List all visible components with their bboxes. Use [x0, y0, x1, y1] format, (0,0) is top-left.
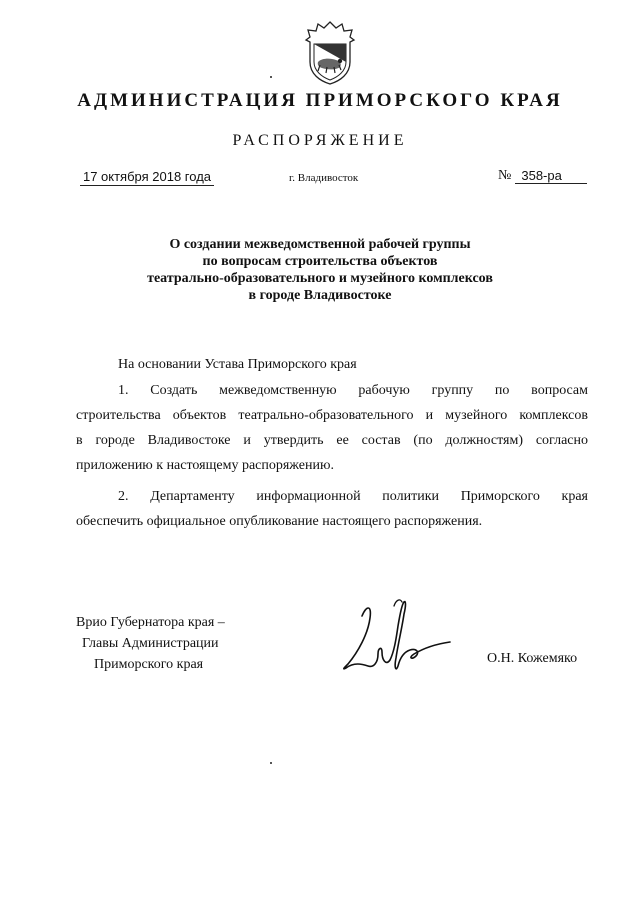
- document-date: 17 октября 2018 года: [80, 169, 214, 186]
- signer-name: О.Н. Кожемяко: [487, 651, 578, 666]
- signatory-position: [76, 612, 225, 675]
- title-line: О создании межведомственной рабочей группы: [169, 237, 471, 252]
- document-title: [120, 236, 520, 304]
- paragraph-line: 2. Департаменту информационной политики Приморского края: [118, 489, 588, 504]
- paragraph-line: в городе Владивостоке и утвердить ее состав (по должностям) согласно: [76, 433, 588, 448]
- paragraph-line: приложению к настоящему распоряжению.: [76, 458, 334, 473]
- position-line: Врио Губернатора края –: [76, 615, 225, 630]
- position-line: Приморского края: [94, 657, 204, 672]
- position-line: Главы Администрации: [82, 636, 219, 651]
- paragraph-1: [76, 378, 588, 478]
- paragraph-line: строительства объектов театрально-образовательного и музейного комплексов: [76, 408, 588, 423]
- document-number: [498, 168, 587, 184]
- handwritten-signature: [336, 596, 456, 676]
- scan-speck: [270, 76, 272, 78]
- paragraph-2: [76, 484, 588, 534]
- agency-title: АДМИНИСТРАЦИЯ ПРИМОРСКОГО КРАЯ: [77, 90, 563, 111]
- intro-paragraph: [118, 352, 578, 377]
- coat-of-arms-icon: [300, 18, 360, 86]
- number-value: 358-ра: [515, 168, 587, 184]
- paragraph-line: На основании Устава Приморского края: [118, 357, 357, 372]
- title-line: по вопросам строительства объектов: [202, 254, 438, 269]
- title-line: в городе Владивостоке: [248, 288, 392, 303]
- number-sign: №: [498, 168, 512, 183]
- title-line: театрально-образовательного и музейного комплексов: [147, 271, 493, 286]
- scan-speck: [270, 762, 272, 764]
- document-city: г. Владивосток: [289, 172, 359, 184]
- paragraph-line: обеспечить официальное опубликование настоящего распоряжения.: [76, 514, 483, 529]
- document-type: РАСПОРЯЖЕНИЕ: [232, 132, 408, 149]
- paragraph-line: 1. Создать межведомственную рабочую группу по вопросам: [118, 383, 588, 398]
